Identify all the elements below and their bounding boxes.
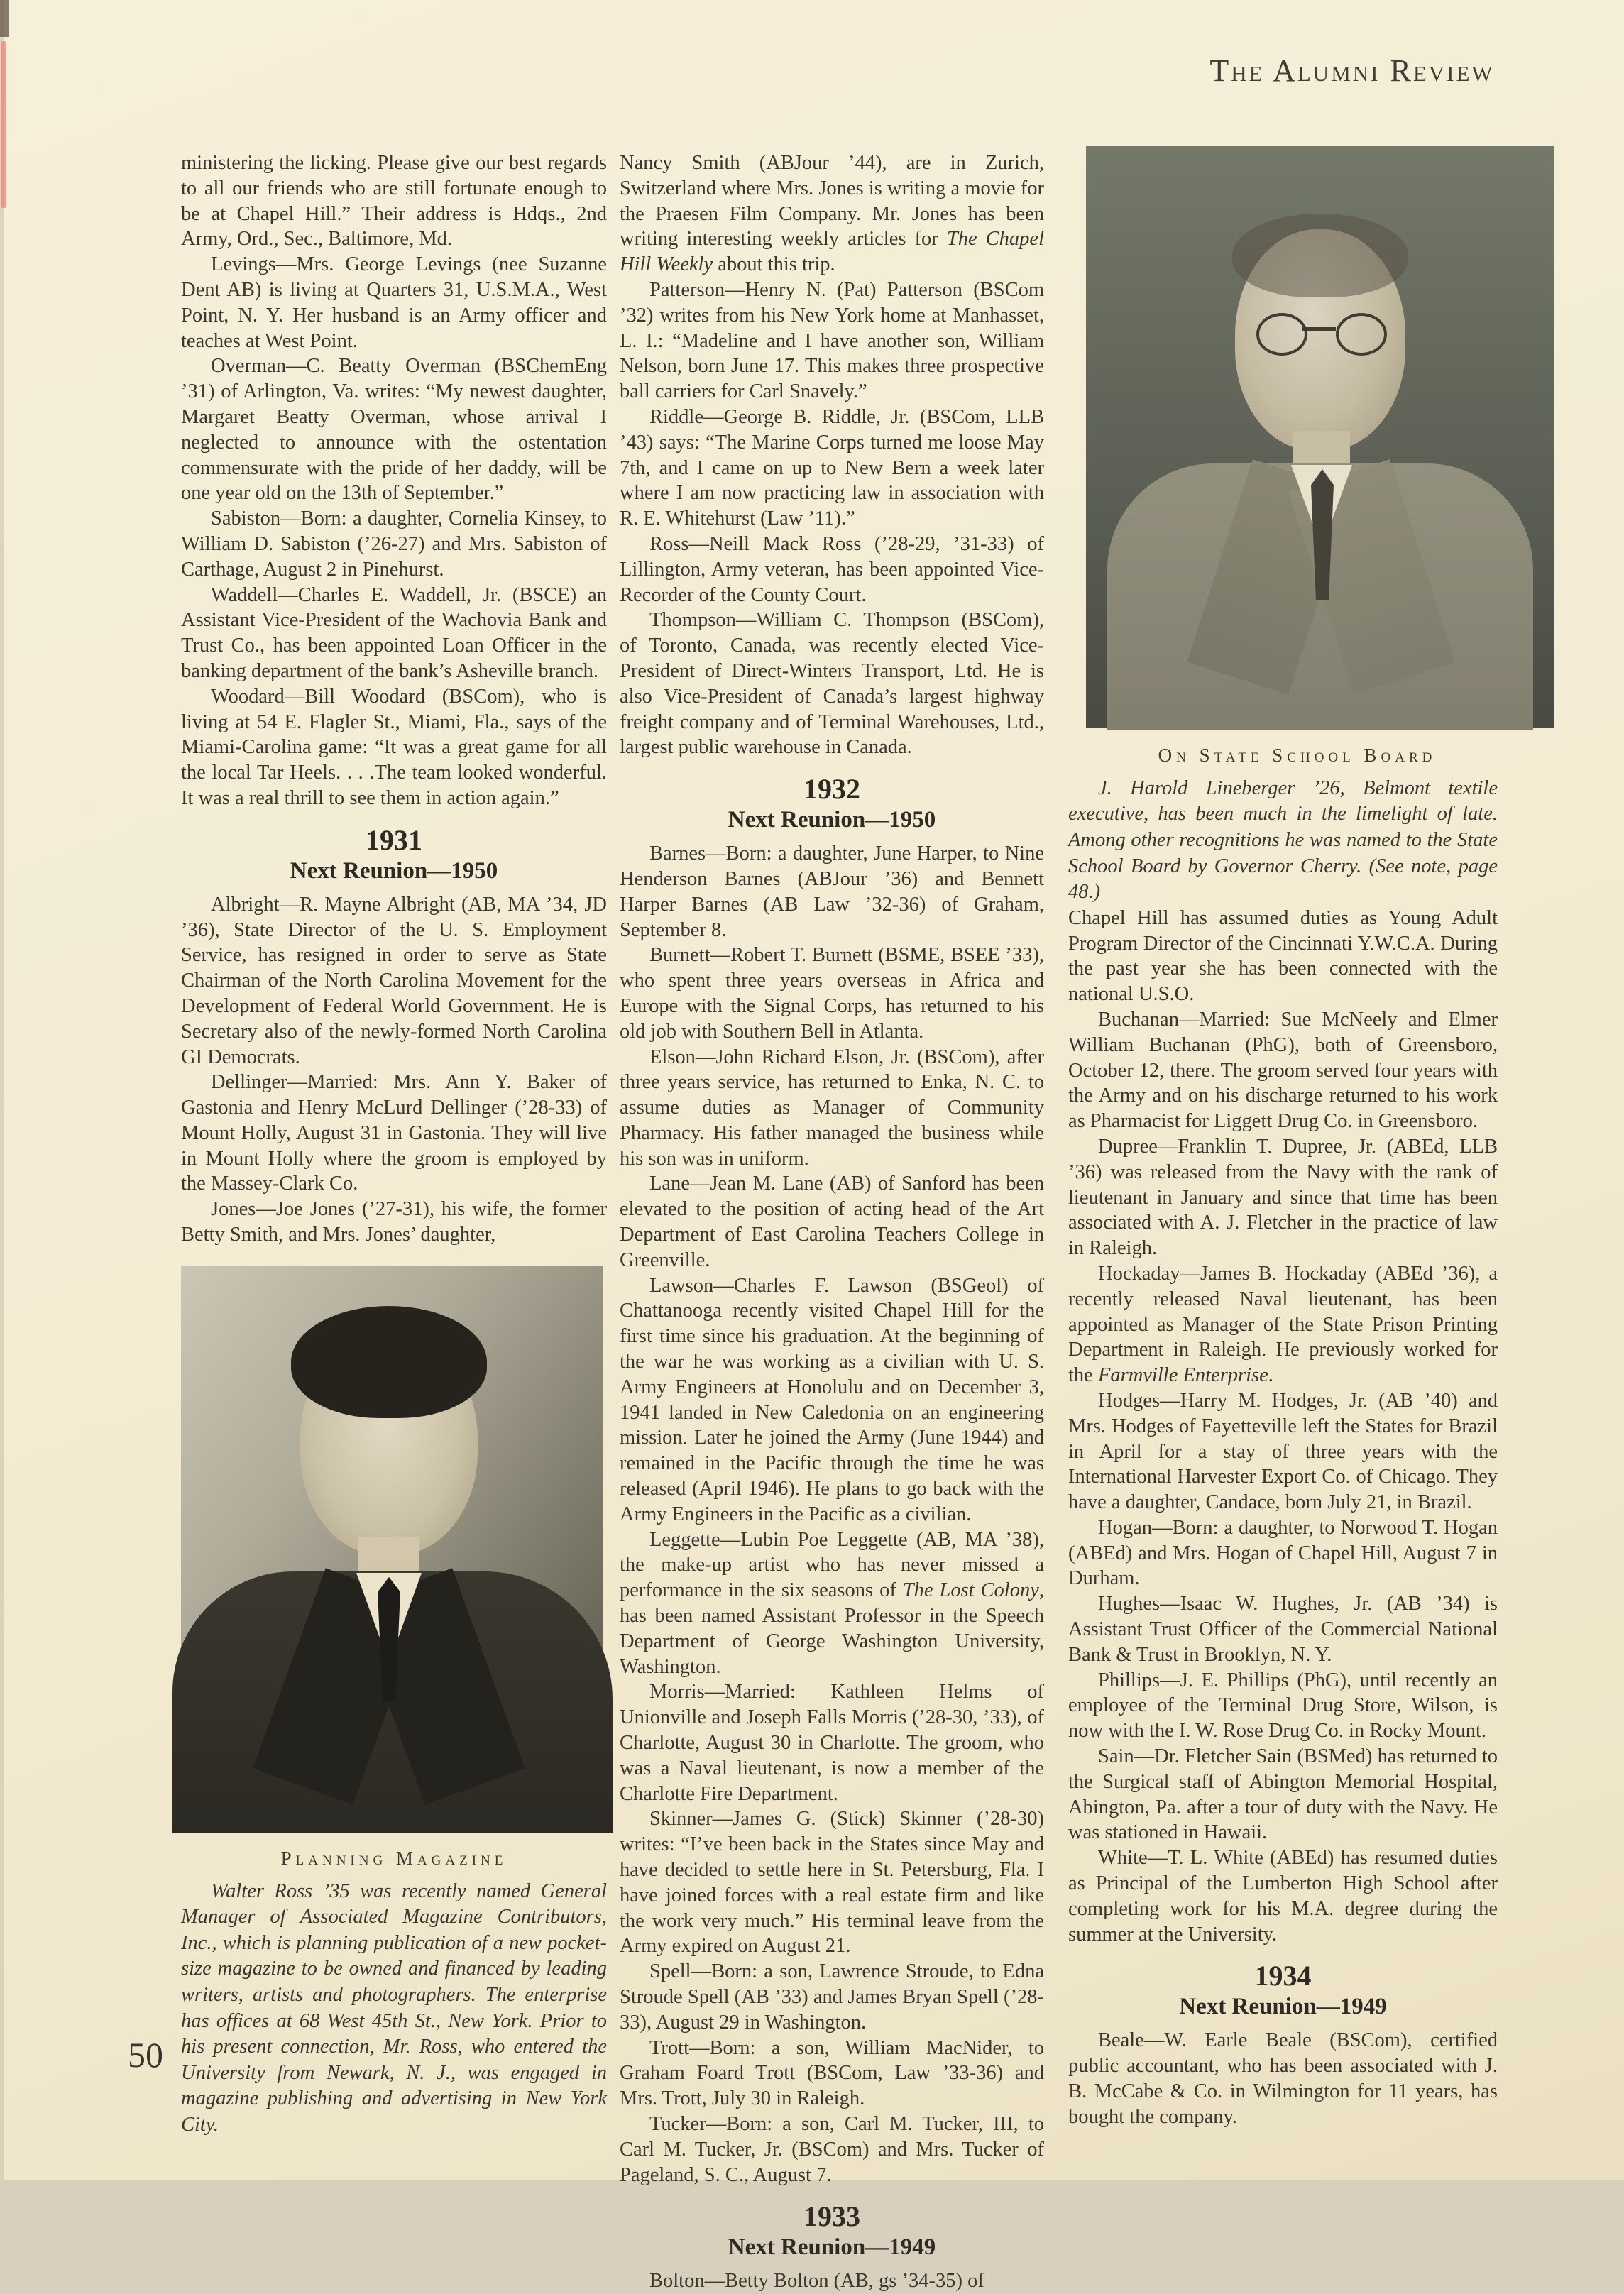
news-item-paragraph: Barnes—Born: a daughter, June Harper, to Nine Henderson Barnes (ABJour ’36) and Bennett Harper Barnes (AB Law ’32-36) of Graham, September 8. bbox=[620, 843, 1044, 941]
news-item-paragraph: Trott—Born: a son, William MacNider, to Graham Foard Trott (BSCom, Law ’33-36) and Mrs. Trott, July 30 in Raleigh. bbox=[620, 2036, 1044, 2110]
glasses-lens bbox=[1336, 313, 1387, 356]
reunion-subheading: Next Reunion—1950 bbox=[290, 857, 498, 884]
photo-caption-text: J. Harold Lineberger ’26, Belmont textile executive, has been much in the limelight of late. Among other recognitions he was named to the State School Board by Governor Cherry. (See note, page 48.) bbox=[1068, 776, 1498, 904]
hair bbox=[291, 1306, 487, 1418]
news-item-paragraph: Hodges—Harry M. Hodges, Jr. (AB ’40) and Mrs. Hodges of Fayetteville left the States for Brazil in April for a stay of three years with the International Harvester Export Co. of Chicago. They have a daughter, Candace, born July 21, in Brazil. bbox=[1068, 1389, 1498, 1514]
news-item-paragraph: Sain—Dr. Fletcher Sain (BSMed) has returned to the Surgical staff of Abington Memorial Hospital, Abington, Pa. after a tour of duty with the Navy. He was stationed in Hawaii. bbox=[1068, 1745, 1498, 1844]
news-item-paragraph: Jones—Joe Jones (’27-31), his wife, the former Betty Smith, and Mrs. Jones’ daughter, bbox=[181, 1198, 607, 1246]
news-item-paragraph: ministering the licking. Please give our best regards to all our friends who are still fortunate enough to be at Chapel Hill.” Their address is Hdqs., 2nd Army, Ord., Sec., Baltimore, Md. bbox=[181, 152, 607, 251]
glasses-lens bbox=[1256, 313, 1307, 356]
news-item-paragraph: Dellinger—Married: Mrs. Ann Y. Baker of Gastonia and Henry McLurd Dellinger (’28-33) of Mount Holly, August 31 in Gastonia. They will live in Mount Holly where the groom is employed by the Massey-Clark Co. bbox=[181, 1071, 607, 1195]
news-item-paragraph: White—T. L. White (ABEd) has resumed duties as Principal of the Lumberton High School after completing work for his M.A. degree during the summer at the University. bbox=[1068, 1847, 1498, 1945]
photo-caption-heading: On State School Board bbox=[1158, 745, 1437, 766]
news-item-paragraph: Patterson—Henry N. (Pat) Patterson (BSCom ’32) writes from his New York home at Manhasset, L. I.: “Madeline and I have another son, William Nelson, born June 17. This makes three prospective ball carriers for Carl Snavely.” bbox=[620, 278, 1044, 403]
news-item-paragraph: Overman—C. Beatty Overman (BSChemEng ’31) of Arlington, Va. writes: “My newest daughter, Margaret Beatty Overman, whose arrival I neglected to announce with the ostentation commensurate with the pride of her daddy, will be one year old on the 13th of September.” bbox=[181, 355, 607, 505]
class-year-heading bbox=[1068, 1960, 1498, 2021]
class-year: 1933 bbox=[803, 2200, 860, 2233]
news-item-paragraph: Sabiston—Born: a daughter, Cornelia Kinsey, to William D. Sabiston (’26-27) and Mrs. Sabiston of Carthage, August 2 in Pinehurst. bbox=[181, 507, 607, 581]
news-item-paragraph: Thompson—William C. Thompson (BSCom), of Toronto, Canada, was recently elected Vice-President of Direct-Winters Transport, Ltd. He is also Vice-President of Canada’s largest highway freight company and of Terminal Warehouses, Ltd., largest public warehouse in Canada. bbox=[620, 609, 1044, 759]
news-item-paragraph: Leggette—Lubin Poe Leggette (AB, MA ’38), the make-up artist who has never missed a performance in the six seasons of The Lost Colony, has been named Assistant Professor in the Speech Department of George Washington University, Washington. bbox=[620, 1528, 1044, 1678]
reunion-subheading: Next Reunion—1949 bbox=[1179, 1994, 1387, 2020]
news-item-paragraph: Waddell—Charles E. Waddell, Jr. (BSCE) an Assistant Vice-President of the Wachovia Bank and Trust Co., has been appointed Loan Officer in the banking department of the bank’s Asheville branch. bbox=[181, 583, 607, 682]
page-number: 50 bbox=[128, 2035, 163, 2075]
class-year: 1934 bbox=[1254, 1960, 1312, 1992]
scan-red-mark bbox=[1, 41, 6, 208]
news-item-paragraph: Beale—W. Earle Beale (BSCom), certified public accountant, who has been associated with J. B. McCabe & Co. in Wilmington for 11 years, has bought the company. bbox=[1068, 2029, 1498, 2128]
class-year-heading bbox=[181, 824, 607, 885]
news-item-paragraph: Morris—Married: Kathleen Helms of Unionville and Joseph Falls Morris (’28-30, ’33), of Charlotte, August 30 in Charlotte. The groom, who was a Naval lieutenant, is now a member of the Charlotte Fire Department. bbox=[620, 1681, 1044, 1805]
news-item-paragraph: Hughes—Isaac W. Hughes, Jr. (AB ’34) is Assistant Trust Officer of the Commercial National Bank & Trust in Brooklyn, N. Y. bbox=[1068, 1593, 1498, 1666]
scan-edge-line bbox=[0, 0, 4, 2180]
news-item-paragraph: Elson—John Richard Elson, Jr. (BSCom), after three years service, has returned to Enka, N. C. to assume duties as Manager of Community Pharmacy. His father managed the business while his son was in uniform. bbox=[620, 1046, 1044, 1170]
news-item-paragraph: Nancy Smith (ABJour ’44), are in Zurich, Switzerland where Mrs. Jones is writing a movie for the Praesen Film Company. Mr. Jones has been writing interesting weekly articles for The Chapel Hill Weekly about this trip. bbox=[620, 152, 1044, 276]
news-item-paragraph: Chapel Hill has assumed duties as Young Adult Program Director of the Cincinnati Y.W.C.A. During the past year she has been connected with the national U.S.O. bbox=[1068, 906, 1498, 1006]
scan-corner-mark bbox=[0, 0, 9, 37]
hair bbox=[1232, 214, 1408, 297]
news-item-paragraph: Riddle—George B. Riddle, Jr. (BSCom, LLB ’43) says: “The Marine Corps turned me loose May 7th, and I came on up to New Bern a week later where I am now practicing law in association with R. E. Whitehurst (Law ’11).” bbox=[620, 405, 1044, 530]
news-item-paragraph: Burnett—Robert T. Burnett (BSME, BSEE ’33), who spent three years overseas in Africa and Europe with the Signal Corps, has returned to his old job with Southern Bell in Atlanta. bbox=[620, 944, 1044, 1043]
photo-caption-heading: Planning Magazine bbox=[280, 1847, 508, 1869]
class-year-heading bbox=[620, 2200, 1044, 2261]
news-item-paragraph: Buchanan—Married: Sue McNeely and Elmer William Buchanan (PhG), both of Greensboro, October 12, there. The groom served four years with the Army and on his discharge returned to his work as Pharmacist for Liggett Drug Co. in Greensboro. bbox=[1068, 1008, 1498, 1133]
news-item-paragraph: Hogan—Born: a daughter, to Norwood T. Hogan (ABEd) and Mrs. Hogan of Chapel Hill, August 7 in Durham. bbox=[1068, 1516, 1498, 1590]
news-item-paragraph: Tucker—Born: a son, Carl M. Tucker, III, to Carl M. Tucker, Jr. (BSCom) and Mrs. Tucker of Pageland, S. C., August 7. bbox=[620, 2112, 1044, 2186]
news-item-paragraph: Ross—Neill Mack Ross (’28-29, ’31-33) of Lillington, Army veteran, has been appointed Vice-Recorder of the County Court. bbox=[620, 532, 1044, 606]
news-item-paragraph: Spell—Born: a son, Lawrence Stroude, to Edna Stroude Spell (AB ’33) and James Bryan Spell (’28-33), August 29 in Washington. bbox=[620, 1960, 1044, 2034]
column-1 bbox=[181, 150, 607, 2139]
column-3 bbox=[1068, 146, 1498, 2130]
class-year: 1932 bbox=[803, 773, 860, 806]
portrait-photo-left bbox=[181, 1266, 603, 1831]
glasses-bridge bbox=[1302, 327, 1336, 331]
news-item-paragraph: Albright—R. Mayne Albright (AB, MA ’34, JD ’36), State Director of the U. S. Employment Service, has resigned in order to serve as State Chairman of the North Carolina Movement for the Development of Federal World Government. He is Secretary also of the newly-formed North Carolina GI Democrats. bbox=[181, 893, 607, 1068]
news-item-paragraph: Lane—Jean M. Lane (AB) of Sanford has been elevated to the position of acting head of the Art Department of East Carolina Teachers College in Greenville. bbox=[620, 1173, 1044, 1271]
column-2 bbox=[620, 150, 1044, 2294]
news-item-paragraph: Dupree—Franklin T. Dupree, Jr. (ABEd, LLB ’36) was released from the Navy with the rank of lieutenant in January and since that time has been associated with A. J. Fletcher in the practice of law in Raleigh. bbox=[1068, 1135, 1498, 1260]
reunion-subheading: Next Reunion—1949 bbox=[728, 2234, 936, 2261]
class-year: 1931 bbox=[366, 823, 422, 856]
news-item-paragraph: Hockaday—James B. Hockaday (ABEd ’36), a recently released Naval lieutenant, has been appointed as Manager of the State Prison Printing Department in Raleigh. He previously worked for the Farmville Enterprise. bbox=[1068, 1262, 1498, 1387]
class-year-heading bbox=[620, 773, 1044, 834]
news-item-paragraph: Phillips—J. E. Phillips (PhG), until recently an employee of the Terminal Drug Store, Wilson, is now with the I. W. Rose Drug Co. in Rocky Mount. bbox=[1068, 1669, 1498, 1743]
news-item-paragraph: Bolton—Betty Bolton (AB, gs ’34-35) of bbox=[649, 2270, 984, 2293]
news-item-paragraph: Woodard—Bill Woodard (BSCom), who is living at 54 E. Flagler St., Miami, Fla., says of the Miami-Carolina game: “It was a great game for all the local Tar Heels. . . .The team looked wonderful. It was a real thrill to see them in action again.” bbox=[181, 685, 607, 809]
reunion-subheading: Next Reunion—1950 bbox=[728, 807, 936, 833]
portrait-photo-right bbox=[1086, 146, 1554, 728]
photo-caption-text: Walter Ross ’35 was recently named General Manager of Associated Magazine Contributors, Inc., which is planning publication of a new pocket-size magazine to be owned and financed by leading writers, artists and photographers. The enterprise has offices at 68 West 45th St., New York. Prior to his present connection, Mr. Ross, who entered the University from Newark, N. J., was engaged in magazine publishing and advertising in New York City. bbox=[181, 1879, 607, 2136]
page-header-title: The Alumni Review bbox=[1209, 53, 1495, 88]
news-item-paragraph: Skinner—James G. (Stick) Skinner (’28-30) writes: “I’ve been back in the States since May and have decided to settle here in St. Petersburg, Fla. I have joined forces with a real estate firm and like the work very much.” His terminal leave from the Army expired on August 21. bbox=[620, 1808, 1044, 1958]
news-item-paragraph: Levings—Mrs. George Levings (nee Suzanne Dent AB) is living at Quarters 31, U.S.M.A., West Point, N. Y. Her husband is an Army officer and teaches at West Point. bbox=[181, 253, 607, 352]
news-item-paragraph: Lawson—Charles F. Lawson (BSGeol) of Chattanooga recently visited Chapel Hill for the first time since his graduation. At the beginning of the war he was working as a civilian with U. S. Army Engineers at Honolulu and on December 3, 1941 landed in New Caledonia on an engineering mission. Later he joined the Army (June 1944) and remained in the Pacific through the time he was released (April 1946). He plans to go back with the Army Engineers in the Pacific as a civilian. bbox=[620, 1274, 1044, 1525]
